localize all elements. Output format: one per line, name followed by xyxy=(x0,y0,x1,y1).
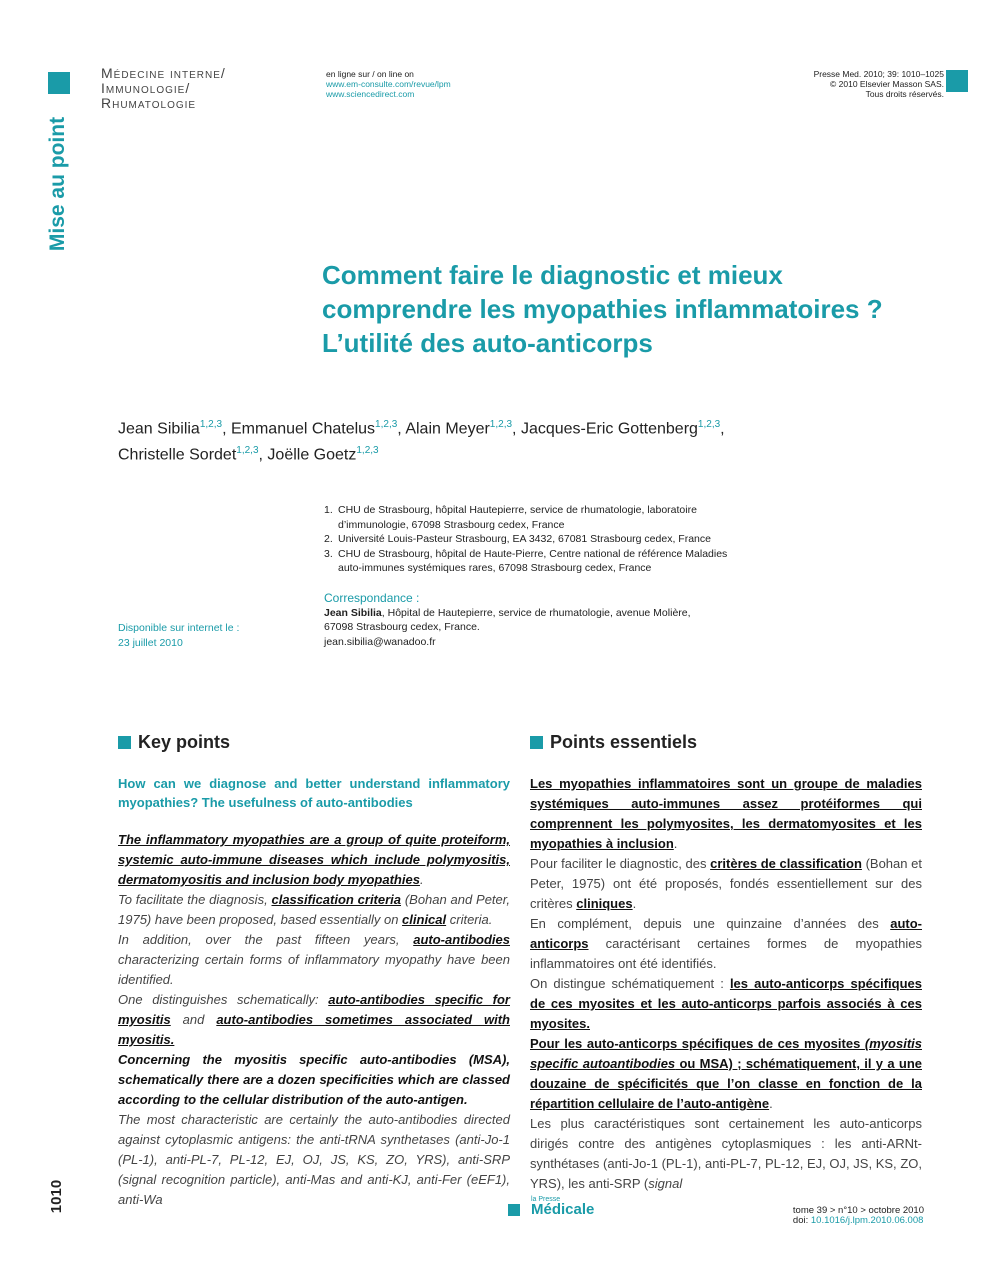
issue-info: tome 39 > n°10 > octobre 2010 doi: 10.1016/j.lpm.2010.06.008 xyxy=(792,1205,924,1226)
points-essentiels-heading: Points essentiels xyxy=(530,730,922,754)
key-points-column: Key points How can we diagnose and better understand inflammatory myopathies? The usefulness of auto-antibodies The inflammatory myopathies are a group of quite proteiform, systemic auto-immune diseases which include polymyositis, dermatomyositis and inclusion body myopathies. To facilitate the diagnosis, classification criteria (Bohan and Peter, 1975) have been proposed, based essentially on clinical criteria. In addition, over the past fifteen years, auto-antibodies characterizing certain forms of inflammatory myopathy have been identified. One distinguishes schematically: auto-antibodies specific for myositis and auto-antibodies sometimes associated with myositis. Concerning the myositis specific auto-antibodies (MSA), schematically there are a dozen specificities which are classed according to the cellular distribution of the auto-antigen. The most characteristic are certainly the auto-antibodies directed against cytoplasmic antigens: the anti-tRNA synthetases (anti-Jo-1 (PL-1), anti-PL-7, PL-12, EJ, OJ, JS, KS, ZO, YRS), anti-SRP (signal recognition particle), anti-Mas and anti-KJ, anti-Fer (eEF1), anti-Wa xyxy=(118,732,510,1207)
affiliations xyxy=(324,503,774,576)
affiliation-item: 1. CHU de Strasbourg, hôpital Hautepierre, service de rhumatologie, laboratoire d’immunologie, 67098 Strasbourg cedex, France xyxy=(324,504,697,531)
email-link[interactable]: jean.sibilia@wanadoo.fr xyxy=(324,635,436,648)
link-sciencedirect[interactable]: www.sciencedirect.com xyxy=(326,89,415,99)
author: Jean Sibilia xyxy=(118,420,200,438)
corner-marker-left xyxy=(48,72,70,94)
affiliation-item: 2. Université Louis-Pasteur Strasbourg, EA 3432, 67081 Strasbourg cedex, France xyxy=(324,533,711,545)
doi-link[interactable]: 10.1016/j.lpm.2010.06.008 xyxy=(810,1215,924,1226)
points-essentiels-column: Points essentiels Les myopathies inflammatoires sont un groupe de maladies systémiques auto-immunes assez protéiformes qui comprennent les polymyosites, les dermatomyosites et les myopathies à inclusion. Pour faciliter le diagnostic, des critères de classification (Bohan et Peter, 1975) ont été proposés, fondés essentiellement sur des critères cliniques. En complément, depuis une quinzaine d’années des auto-anticorps caractérisant certaines formes de myopathies inflammatoires ont été identifiés. On distingue schématiquement : les auto-anticorps spécifiques de ces myosites et les auto-anticorps parfois associés à ces myosites. Pour les auto-anticorps spécifiques de ces myosites (myositis specific autoantibodies ou MSA) ; schématiquement, il y a une douzaine de spécificités que l’on classe en fonction de la répartition cellulaire de l’auto-antigène. Les plus caractéristiques sont certainement les auto-anticorps dirigés contre des antigènes cytoplasmiques : les anti-ARNt-synthétases (anti-Jo-1 (PL-1), anti-PL-7, PL-12, EJ, OJ, JS, KS, ZO, YRS), les anti-SRP (signal xyxy=(530,732,922,1191)
link-em-consulte[interactable]: www.em-consulte.com/revue/lpm xyxy=(326,79,451,89)
affiliation-item: 3. CHU de Strasbourg, hôpital de Haute-Pierre, Centre national de référence Maladies auto-immunes systémiques rares, 67098 Strasbourg cedex, France xyxy=(324,547,728,574)
available-online-date: Disponible sur internet le : 23 juillet 2010 xyxy=(118,622,240,649)
author: Emmanuel Chatelus xyxy=(230,420,376,438)
online-links: en ligne sur / on line on www.em-consulte.com/revue/lpm www.sciencedirect.com xyxy=(326,69,451,99)
page-number: 1010 xyxy=(48,1179,66,1214)
key-points-heading: Key points xyxy=(118,730,510,754)
journal-category: Médecine interne/ Immunologie/ Rhumatologie xyxy=(101,65,226,111)
citation: Presse Med. 2010; 39: 1010–1025 © 2010 Elsevier Masson SAS. Tous droits réservés. xyxy=(813,69,944,99)
logo-square-icon xyxy=(508,1204,520,1216)
heading-square-icon xyxy=(118,736,131,749)
author: Joëlle Goetz xyxy=(267,446,357,464)
section-tag: Mise au point xyxy=(46,116,69,252)
author-list: Jean Sibilia$^{1,2,3}$, Emmanuel Chatelus$^{1,2,3}$, Alain Meyer$^{1,2,3}$, Jacques-Eric Gottenberg$^{1,2,3}$, Christelle Sordet$^{1,2,3}$, Joëlle Goetz$^{1,2,3}$ xyxy=(118,419,725,464)
author: Alain Meyer xyxy=(405,420,490,438)
correspondence: Correspondance : Jean Sibilia, Hôpital de Hautepierre, service de rhumatologie, avenue Molière, 67098 Strasbourg cedex, France. jean.sibilia@wanadoo.fr xyxy=(324,591,691,648)
english-title: How can we diagnose and better understand inflammatory myopathies? The usefulness of auto-antibodies xyxy=(118,776,510,810)
corner-marker-right xyxy=(946,70,968,92)
author: Jacques-Eric Gottenberg xyxy=(520,420,698,438)
heading-square-icon xyxy=(530,736,543,749)
article-title: Comment faire le diagnostic et mieux comprendre les myopathies inflammatoires ? L’utilité des auto-anticorps xyxy=(322,260,883,358)
author: Christelle Sordet xyxy=(118,446,237,464)
